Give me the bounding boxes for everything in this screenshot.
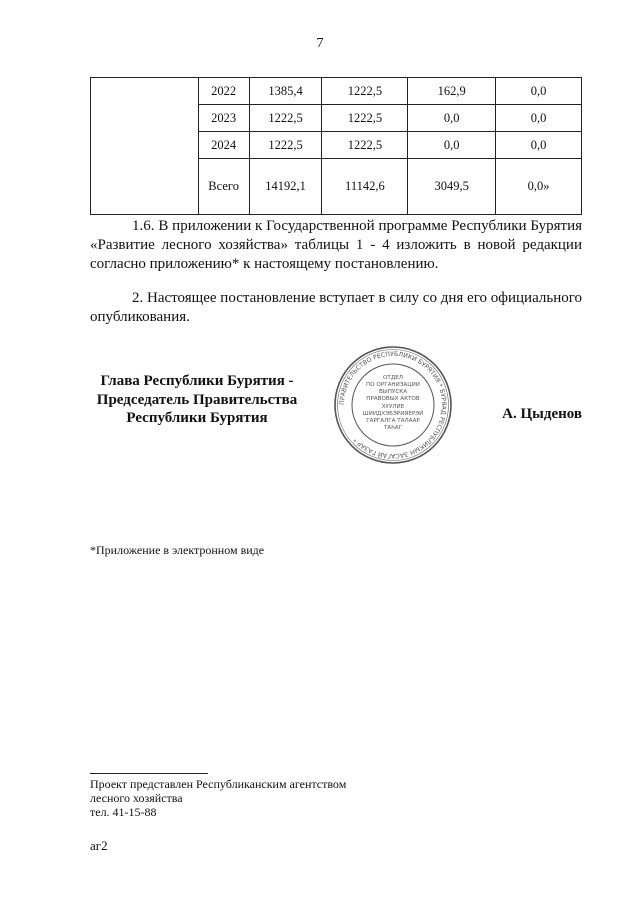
table-cell: 1222,5	[249, 105, 322, 132]
table-cell: 0,0	[496, 78, 582, 105]
footer-line: лесного хозяйства	[90, 791, 183, 805]
table-cell-year: 2023	[198, 105, 249, 132]
table-cell: 11142,6	[322, 159, 408, 215]
seal-inner-text: ОТДЕЛ	[383, 375, 403, 381]
footer-info	[90, 777, 346, 819]
table-cell-year: 2022	[198, 78, 249, 105]
table-cell: 1222,5	[249, 132, 322, 159]
table-empty-cell	[91, 78, 199, 215]
budget-table	[90, 77, 582, 215]
seal-inner-text: ХУУЛИЕ	[381, 404, 405, 410]
table-cell: 0,0»	[496, 159, 582, 215]
seal-inner-text: ВЫПУСКА	[378, 389, 408, 395]
table-cell: 3049,5	[408, 159, 496, 215]
paragraph-amendment: 1.6. В приложении к Государственной программе Республики Бурятия «Развитие лесного хозяйства» таблицы 1 - 4 изложить в новой редакции согласно приложению* к настоящему постановлению.	[90, 218, 582, 272]
signatory-name: А. Цыденов	[502, 406, 582, 422]
table-cell: 162,9	[408, 78, 496, 105]
seal-ring-text: ПРАВИТЕЛЬСТВО РЕСПУБЛИКИ БУРЯТИЯ * БУРЯАД РЕСПУБЛИКЫН ЗАСАГАЙ ГАЗАР *	[338, 350, 448, 460]
seal-inner-text: ШИИДХЭБЭРИЯЕРЭЙ	[362, 411, 424, 417]
footer-line: тел. 41-15-88	[90, 805, 157, 819]
seal-inner-text: ГАРГАЛГА ТАЛААР	[366, 418, 420, 424]
table-cell: 1222,5	[322, 105, 408, 132]
page-number: 7	[316, 36, 324, 51]
table-cell: 14192,1	[249, 159, 322, 215]
signatory-title	[90, 372, 304, 428]
signatory-title-line: Республики Бурятия	[126, 410, 268, 426]
official-seal-icon	[333, 345, 453, 465]
table-cell: 0,0	[408, 105, 496, 132]
table-cell: 1222,5	[322, 78, 408, 105]
table-cell: 1222,5	[322, 132, 408, 159]
table-row	[91, 78, 582, 105]
signatory-title-line: Председатель Правительства	[96, 391, 298, 408]
table-cell: 0,0	[408, 132, 496, 159]
footnote: *Приложение в электронном виде	[90, 543, 265, 557]
table-cell-year: Всего	[198, 159, 249, 215]
seal-inner-text: ПРАВОВЫХ АКТОВ	[366, 396, 420, 402]
paragraph-effective-date: 2. Настоящее постановление вступает в силу со дня его официального опубликования.	[90, 290, 582, 325]
table-cell: 1385,4	[249, 78, 322, 105]
signatory-title-line: Глава Республики Бурятия -	[100, 373, 294, 389]
table-cell: 0,0	[496, 132, 582, 159]
seal-inner-text: ТАһАГ	[383, 425, 403, 431]
document-code: аг2	[90, 838, 108, 853]
table-cell: 0,0	[496, 105, 582, 132]
seal-inner-text: ПО ОРГАНИЗАЦИИ	[366, 382, 420, 388]
footer-divider	[90, 773, 208, 774]
footer-line: Проект представлен Республиканским агентством	[90, 777, 347, 791]
table-cell-year: 2024	[198, 132, 249, 159]
